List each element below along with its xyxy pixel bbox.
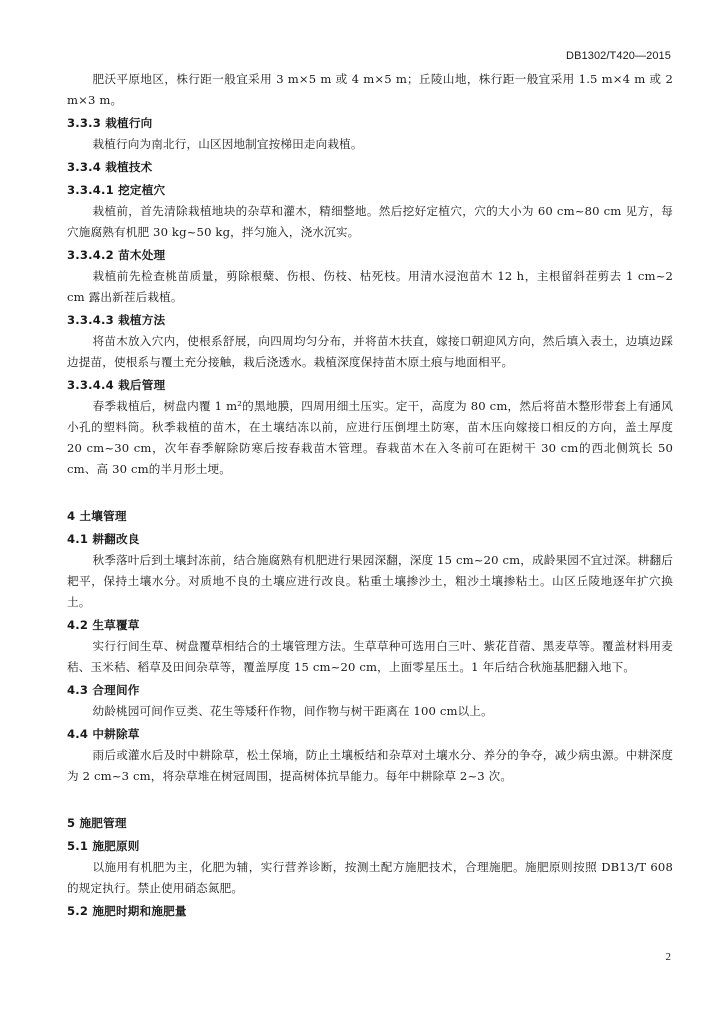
heading-5-1: 5.1 施肥原则 — [67, 839, 140, 853]
paragraph-tillage: 秋季落叶后到土壤封冻前，结合施腐熟有机肥进行果园深翻，深度 15 cm~20 cm，成龄果园不宜过深。耕翻后耙平，保持土壤水分。对质地不良的土壤应进行改良。粘重土壤掺沙土，粗沙土壤掺粘土。山区丘陵地逐年扩穴换土。 — [67, 553, 673, 609]
paragraph-weeding: 雨后或灌水后及时中耕除草，松土保墒，防止土壤板结和杂草对土壤水分、养分的争夺，减少病虫源。中耕深度为 2 cm~3 cm，将杂草堆在树冠周围，提高树体抗旱能力。每年中耕除草 2~3 次。 — [67, 748, 673, 783]
heading-5-2: 5.2 施肥时期和施肥量 — [67, 904, 187, 918]
heading-3-3-4: 3.3.4 栽植技术 — [67, 160, 153, 174]
heading-3-3-4-2: 3.3.4.2 苗木处理 — [67, 248, 166, 262]
paragraph-dig-holes: 栽植前，首先清除栽植地块的杂草和灌木，精细整地。然后挖好定植穴，穴的大小为 60 cm~80 cm 见方，每穴施腐熟有机肥 30 kg~50 kg，拌匀施入，浇水沉实。 — [67, 204, 673, 239]
heading-3-3-4-3: 3.3.4.3 栽植方法 — [67, 313, 166, 327]
paragraph-planting-direction: 栽植行向为南北行，山区因地制宜按梯田走向栽植。 — [92, 137, 363, 151]
paragraph-fertilization-principle: 以施用有机肥为主，化肥为辅，实行营养诊断，按测土配方施肥技术，合理施肥。施肥原则按照 DB13/T 608 的规定执行。禁止使用硝态氮肥。 — [67, 860, 673, 895]
heading-5: 5 施肥管理 — [67, 816, 127, 830]
paragraph-post-planting: 春季栽植后，树盘内覆 1 m²的黑地膜，四周用细土压实。定干，高度为 80 cm，然后将苗木整形带套上有通风小孔的塑料筒。秋季栽植的苗木，在土壤结冻以前，应进行压倒埋土防寒，苗木压向嫁接口相反的方向，盖土厚度 20 cm~30 cm，次年春季解除防寒后按春栽苗木管理。春栽苗木在入冬前可在距树干 30 cm的西北侧筑长 50 cm、高 30 cm的半月形土埂。 — [67, 399, 673, 476]
paragraph-intercropping: 幼龄桃园可间作豆类、花生等矮秆作物，间作物与树干距离在 100 cm以上。 — [92, 704, 493, 718]
page-number: 2 — [665, 951, 671, 963]
heading-3-3-4-1: 3.3.4.1 挖定植穴 — [67, 183, 166, 197]
heading-3-3-4-4: 3.3.4.4 栽后管理 — [67, 378, 166, 392]
standard-number: DB1302/T420—2015 — [566, 50, 671, 62]
heading-4-2: 4.2 生草覆草 — [67, 618, 140, 632]
paragraph-planting-method: 将苗木放入穴内，使根系舒展，向四周均匀分布，并将苗木扶直，嫁接口朝迎风方向，然后填入表土，边填边踩边提苗，使根系与覆土充分接触，栽后浇透水。栽植深度保持苗木原土痕与地面相平。 — [67, 334, 673, 369]
paragraph-grass-mulch: 实行行间生草、树盘覆草相结合的土壤管理方法。生草草种可选用白三叶、紫花苜蓿、黑麦草等。覆盖材料用麦秸、玉米秸、稻草及田间杂草等，覆盖厚度 15 cm~20 cm，上面零星压土。1 年后结合秋施基肥翻入地下。 — [67, 639, 673, 674]
heading-4: 4 土壤管理 — [67, 509, 127, 523]
heading-4-4: 4.4 中耕除草 — [67, 727, 140, 741]
paragraph-spacing-intro: 肥沃平原地区，株行距一般宜采用 3 m×5 m 或 4 m×5 m；丘陵山地，株行距一般宜采用 1.5 m×4 m 或 2 m×3 m。 — [67, 72, 673, 107]
heading-4-3: 4.3 合理间作 — [67, 683, 140, 697]
heading-4-1: 4.1 耕翻改良 — [67, 532, 140, 546]
paragraph-seedling-treatment: 栽植前先检查桃苗质量，剪除根蘖、伤根、伤枝、枯死枝。用清水浸泡苗木 12 h，主根留斜茬剪去 1 cm~2 cm 露出新茬后栽植。 — [67, 269, 673, 304]
heading-3-3-3: 3.3.3 栽植行向 — [67, 116, 153, 130]
document-body — [67, 69, 673, 922]
